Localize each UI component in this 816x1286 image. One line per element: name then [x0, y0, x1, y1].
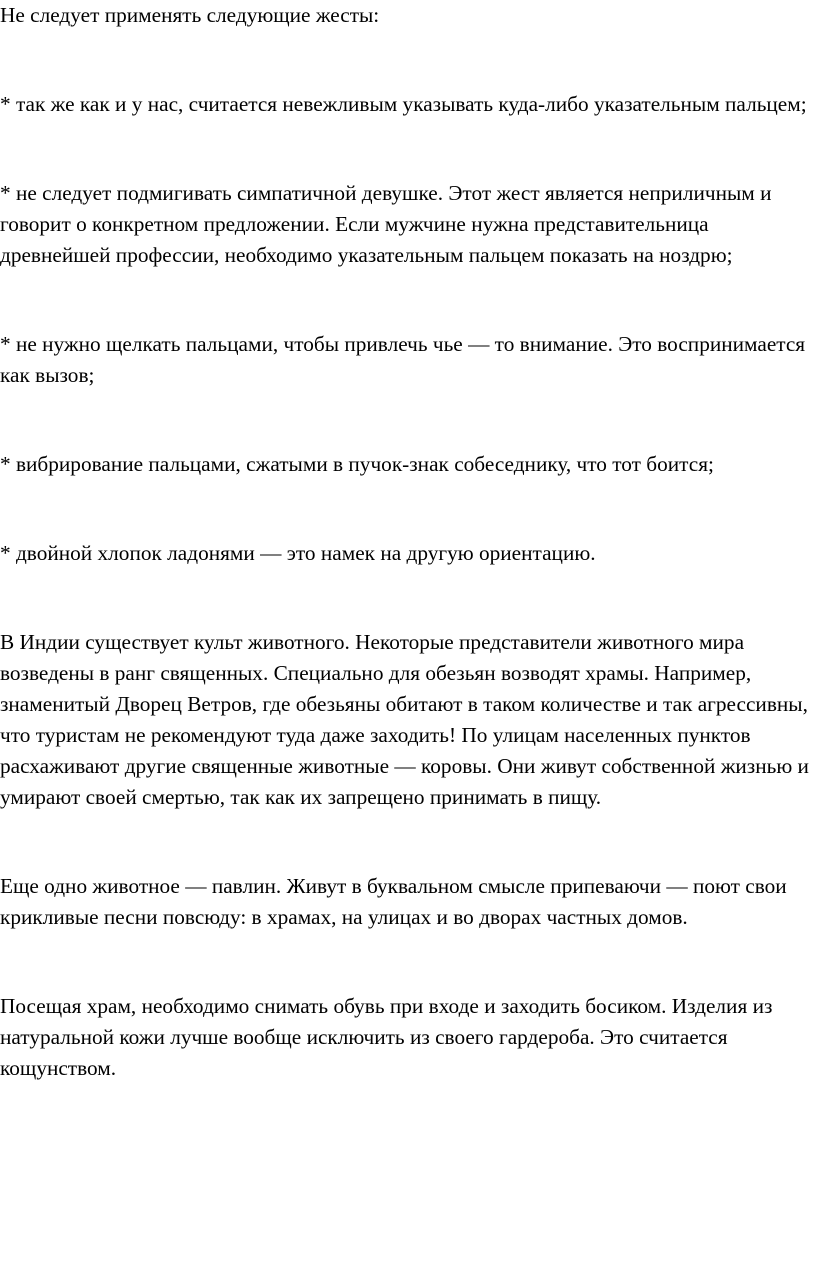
paragraph-winking: * не следует подмигивать симпатичной девушке. Этот жест является неприличным и говорит о конкретном предложении. Если мужчине нужна представительница древнейшей профессии, необходимо указательным пальцем показать на ноздрю; — [0, 181, 772, 267]
paragraph-pointing: * так же как и у нас, считается невежливым указывать куда-либо указательным пальцем; — [0, 92, 807, 116]
paragraph-temple: Посещая храм, необходимо снимать обувь при входе и заходить босиком. Изделия из натуральной кожи лучше вообще исключить из своего гардероба. Это считается кощунством. — [0, 994, 773, 1080]
paragraph-gap — [0, 31, 812, 89]
paragraph-intro: Не следует применять следующие жесты: — [0, 3, 380, 27]
paragraph-gap — [0, 391, 812, 449]
paragraph-gap — [0, 120, 812, 178]
paragraph-gap — [0, 813, 812, 871]
paragraph-snapping: * не нужно щелкать пальцами, чтобы привлечь чье — то внимание. Это воспринимается как вызов; — [0, 332, 806, 387]
paragraph-peacock: Еще одно животное — павлин. Живут в буквальном смысле припеваючи — поют свои крикливые песни повсюду: в храмах, на улицах и во дворах частных домов. — [0, 874, 787, 929]
paragraph-gap — [0, 480, 812, 538]
paragraph-gap — [0, 569, 812, 627]
paragraph-vibrating: * вибрирование пальцами, сжатыми в пучок-знак собеседнику, что тот боится; — [0, 452, 714, 476]
paragraph-gap — [0, 271, 812, 329]
paragraph-clapping: * двойной хлопок ладонями — это намек на другую ориентацию. — [0, 541, 596, 565]
paragraph-gap — [0, 933, 812, 991]
paragraph-animal-cult: В Индии существует культ животного. Некоторые представители животного мира возведены в ранг священных. Специально для обезьян возводят храмы. Например, знаменитый Дворец Ветров, где обезьяны обитают в таком количестве и так агрессивны, что туристам не рекомендуют туда даже заходить! По улицам населенных пунктов расхаживают другие священные животные — коровы. Они живут собственной жизнью и умирают своей смертью, так как их запрещено принимать в пищу. — [0, 630, 809, 809]
